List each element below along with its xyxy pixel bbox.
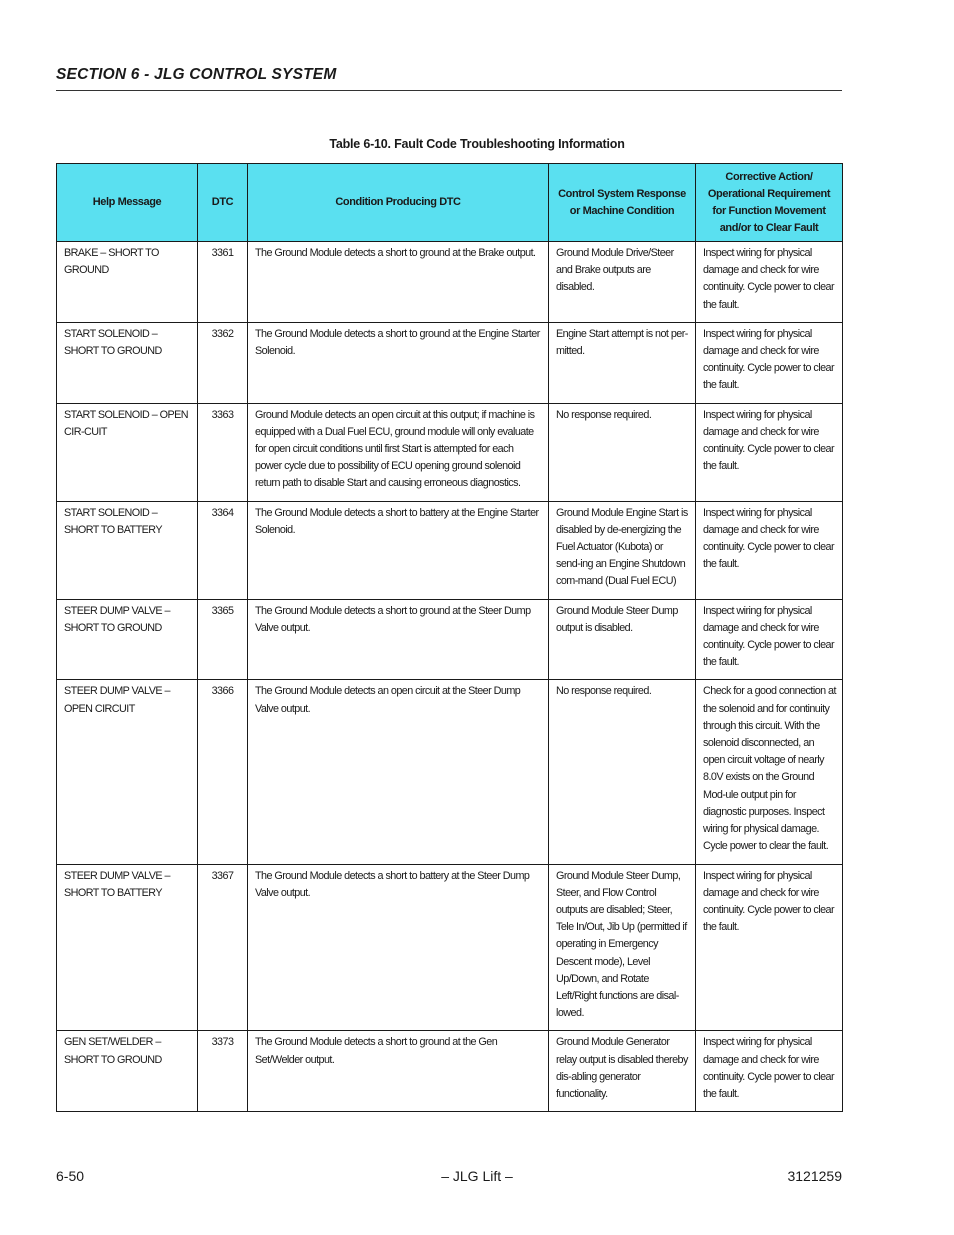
response-cell: Ground Module Steer Dump, Steer, and Flow Control outputs are disabled; Steer, Tele In/Out, Jib Up (permitted if operating in Emergency Descent mode), Level Up/Down, and Rotate Left/Right functions are disal-lowed. bbox=[549, 864, 696, 1031]
dtc-cell: 3361 bbox=[198, 242, 248, 323]
condition-cell: Ground Module detects an open circuit at this output; if machine is equipped with a Dual Fuel ECU, ground module will only evaluate for open circuit conditions until first Start is attempted for each power cycle due to possibility of ECU opening ground solenoid return path to disable Start and causing erroneous diagnostics. bbox=[248, 403, 549, 501]
column-header-response: Control System Response or Machine Condition bbox=[549, 164, 696, 242]
condition-cell: The Ground Module detects a short to ground at the Engine Starter Solenoid. bbox=[248, 322, 549, 403]
table-row bbox=[57, 680, 843, 864]
table-row bbox=[57, 242, 843, 323]
response-cell: Ground Module Steer Dump output is disabled. bbox=[549, 599, 696, 680]
condition-cell: The Ground Module detects a short to ground at the Brake output. bbox=[248, 242, 549, 323]
table-row bbox=[57, 403, 843, 501]
response-cell: Ground Module Drive/Steer and Brake outputs are disabled. bbox=[549, 242, 696, 323]
help-message-cell: GEN SET/WELDER – SHORT TO GROUND bbox=[57, 1031, 198, 1112]
page-number: 6-50 bbox=[56, 1168, 85, 1184]
table-row bbox=[57, 864, 843, 1031]
table-row bbox=[57, 599, 843, 680]
condition-cell: The Ground Module detects a short to ground at the Gen Set/Welder output. bbox=[248, 1031, 549, 1112]
column-header-help-message: Help Message bbox=[57, 164, 198, 242]
table-row bbox=[57, 1031, 843, 1112]
footer-brand: – JLG Lift – bbox=[441, 1168, 513, 1184]
response-cell: Engine Start attempt is not per-mitted. bbox=[549, 322, 696, 403]
dtc-cell: 3366 bbox=[198, 680, 248, 864]
section-header bbox=[56, 64, 842, 91]
column-header-dtc: DTC bbox=[198, 164, 248, 242]
dtc-cell: 3362 bbox=[198, 322, 248, 403]
fault-code-table bbox=[56, 163, 843, 1112]
help-message-cell: START SOLENOID – SHORT TO GROUND bbox=[57, 322, 198, 403]
column-header-corrective-action: Corrective Action/ Operational Requirement for Function Movement and/or to Clear Fault bbox=[696, 164, 843, 242]
dtc-cell: 3365 bbox=[198, 599, 248, 680]
response-cell: No response required. bbox=[549, 680, 696, 864]
help-message-cell: START SOLENOID – OPEN CIR-CUIT bbox=[57, 403, 198, 501]
table-row bbox=[57, 501, 843, 599]
column-header-condition: Condition Producing DTC bbox=[248, 164, 549, 242]
condition-cell: The Ground Module detects a short to battery at the Engine Starter Solenoid. bbox=[248, 501, 549, 599]
table-title: Table 6-10. Fault Code Troubleshooting Information bbox=[329, 137, 625, 151]
dtc-cell: 3373 bbox=[198, 1031, 248, 1112]
action-cell: Inspect wiring for physical damage and check for wire continuity. Cycle power to clear the fault. bbox=[696, 242, 843, 323]
action-cell: Inspect wiring for physical damage and check for wire continuity. Cycle power to clear the fault. bbox=[696, 403, 843, 501]
help-message-cell: START SOLENOID – SHORT TO BATTERY bbox=[57, 501, 198, 599]
dtc-cell: 3364 bbox=[198, 501, 248, 599]
help-message-cell: STEER DUMP VALVE – SHORT TO GROUND bbox=[57, 599, 198, 680]
condition-cell: The Ground Module detects a short to ground at the Steer Dump Valve output. bbox=[248, 599, 549, 680]
action-cell: Inspect wiring for physical damage and check for wire continuity. Cycle power to clear the fault. bbox=[696, 322, 843, 403]
dtc-cell: 3363 bbox=[198, 403, 248, 501]
action-cell: Check for a good connection at the solenoid and for continuity through this circuit. With the solenoid disconnected, an open circuit voltage of nearly 8.0V exists on the Ground Mod-ule output pin for diagnostic purposes. Inspect wiring for physical damage. Cycle power to clear the fault. bbox=[696, 680, 843, 864]
table-row bbox=[57, 322, 843, 403]
condition-cell: The Ground Module detects an open circuit at the Steer Dump Valve output. bbox=[248, 680, 549, 864]
help-message-cell: STEER DUMP VALVE – OPEN CIRCUIT bbox=[57, 680, 198, 864]
response-cell: Ground Module Engine Start is disabled by de-energizing the Fuel Actuator (Kubota) or send-ing an Engine Shutdown com-mand (Dual Fuel ECU) bbox=[549, 501, 696, 599]
document-number: 3121259 bbox=[787, 1168, 842, 1184]
dtc-cell: 3367 bbox=[198, 864, 248, 1031]
section-title: SECTION 6 - JLG CONTROL SYSTEM bbox=[56, 66, 337, 83]
action-cell: Inspect wiring for physical damage and check for wire continuity. Cycle power to clear the fault. bbox=[696, 864, 843, 1031]
response-cell: Ground Module Generator relay output is disabled thereby dis-abling generator functionality. bbox=[549, 1031, 696, 1112]
response-cell: No response required. bbox=[549, 403, 696, 501]
help-message-cell: STEER DUMP VALVE – SHORT TO BATTERY bbox=[57, 864, 198, 1031]
action-cell: Inspect wiring for physical damage and check for wire continuity. Cycle power to clear the fault. bbox=[696, 599, 843, 680]
action-cell: Inspect wiring for physical damage and check for wire continuity. Cycle power to clear the fault. bbox=[696, 501, 843, 599]
help-message-cell: BRAKE – SHORT TO GROUND bbox=[57, 242, 198, 323]
condition-cell: The Ground Module detects a short to battery at the Steer Dump Valve output. bbox=[248, 864, 549, 1031]
table-header-row bbox=[57, 164, 843, 242]
action-cell: Inspect wiring for physical damage and check for wire continuity. Cycle power to clear the fault. bbox=[696, 1031, 843, 1112]
